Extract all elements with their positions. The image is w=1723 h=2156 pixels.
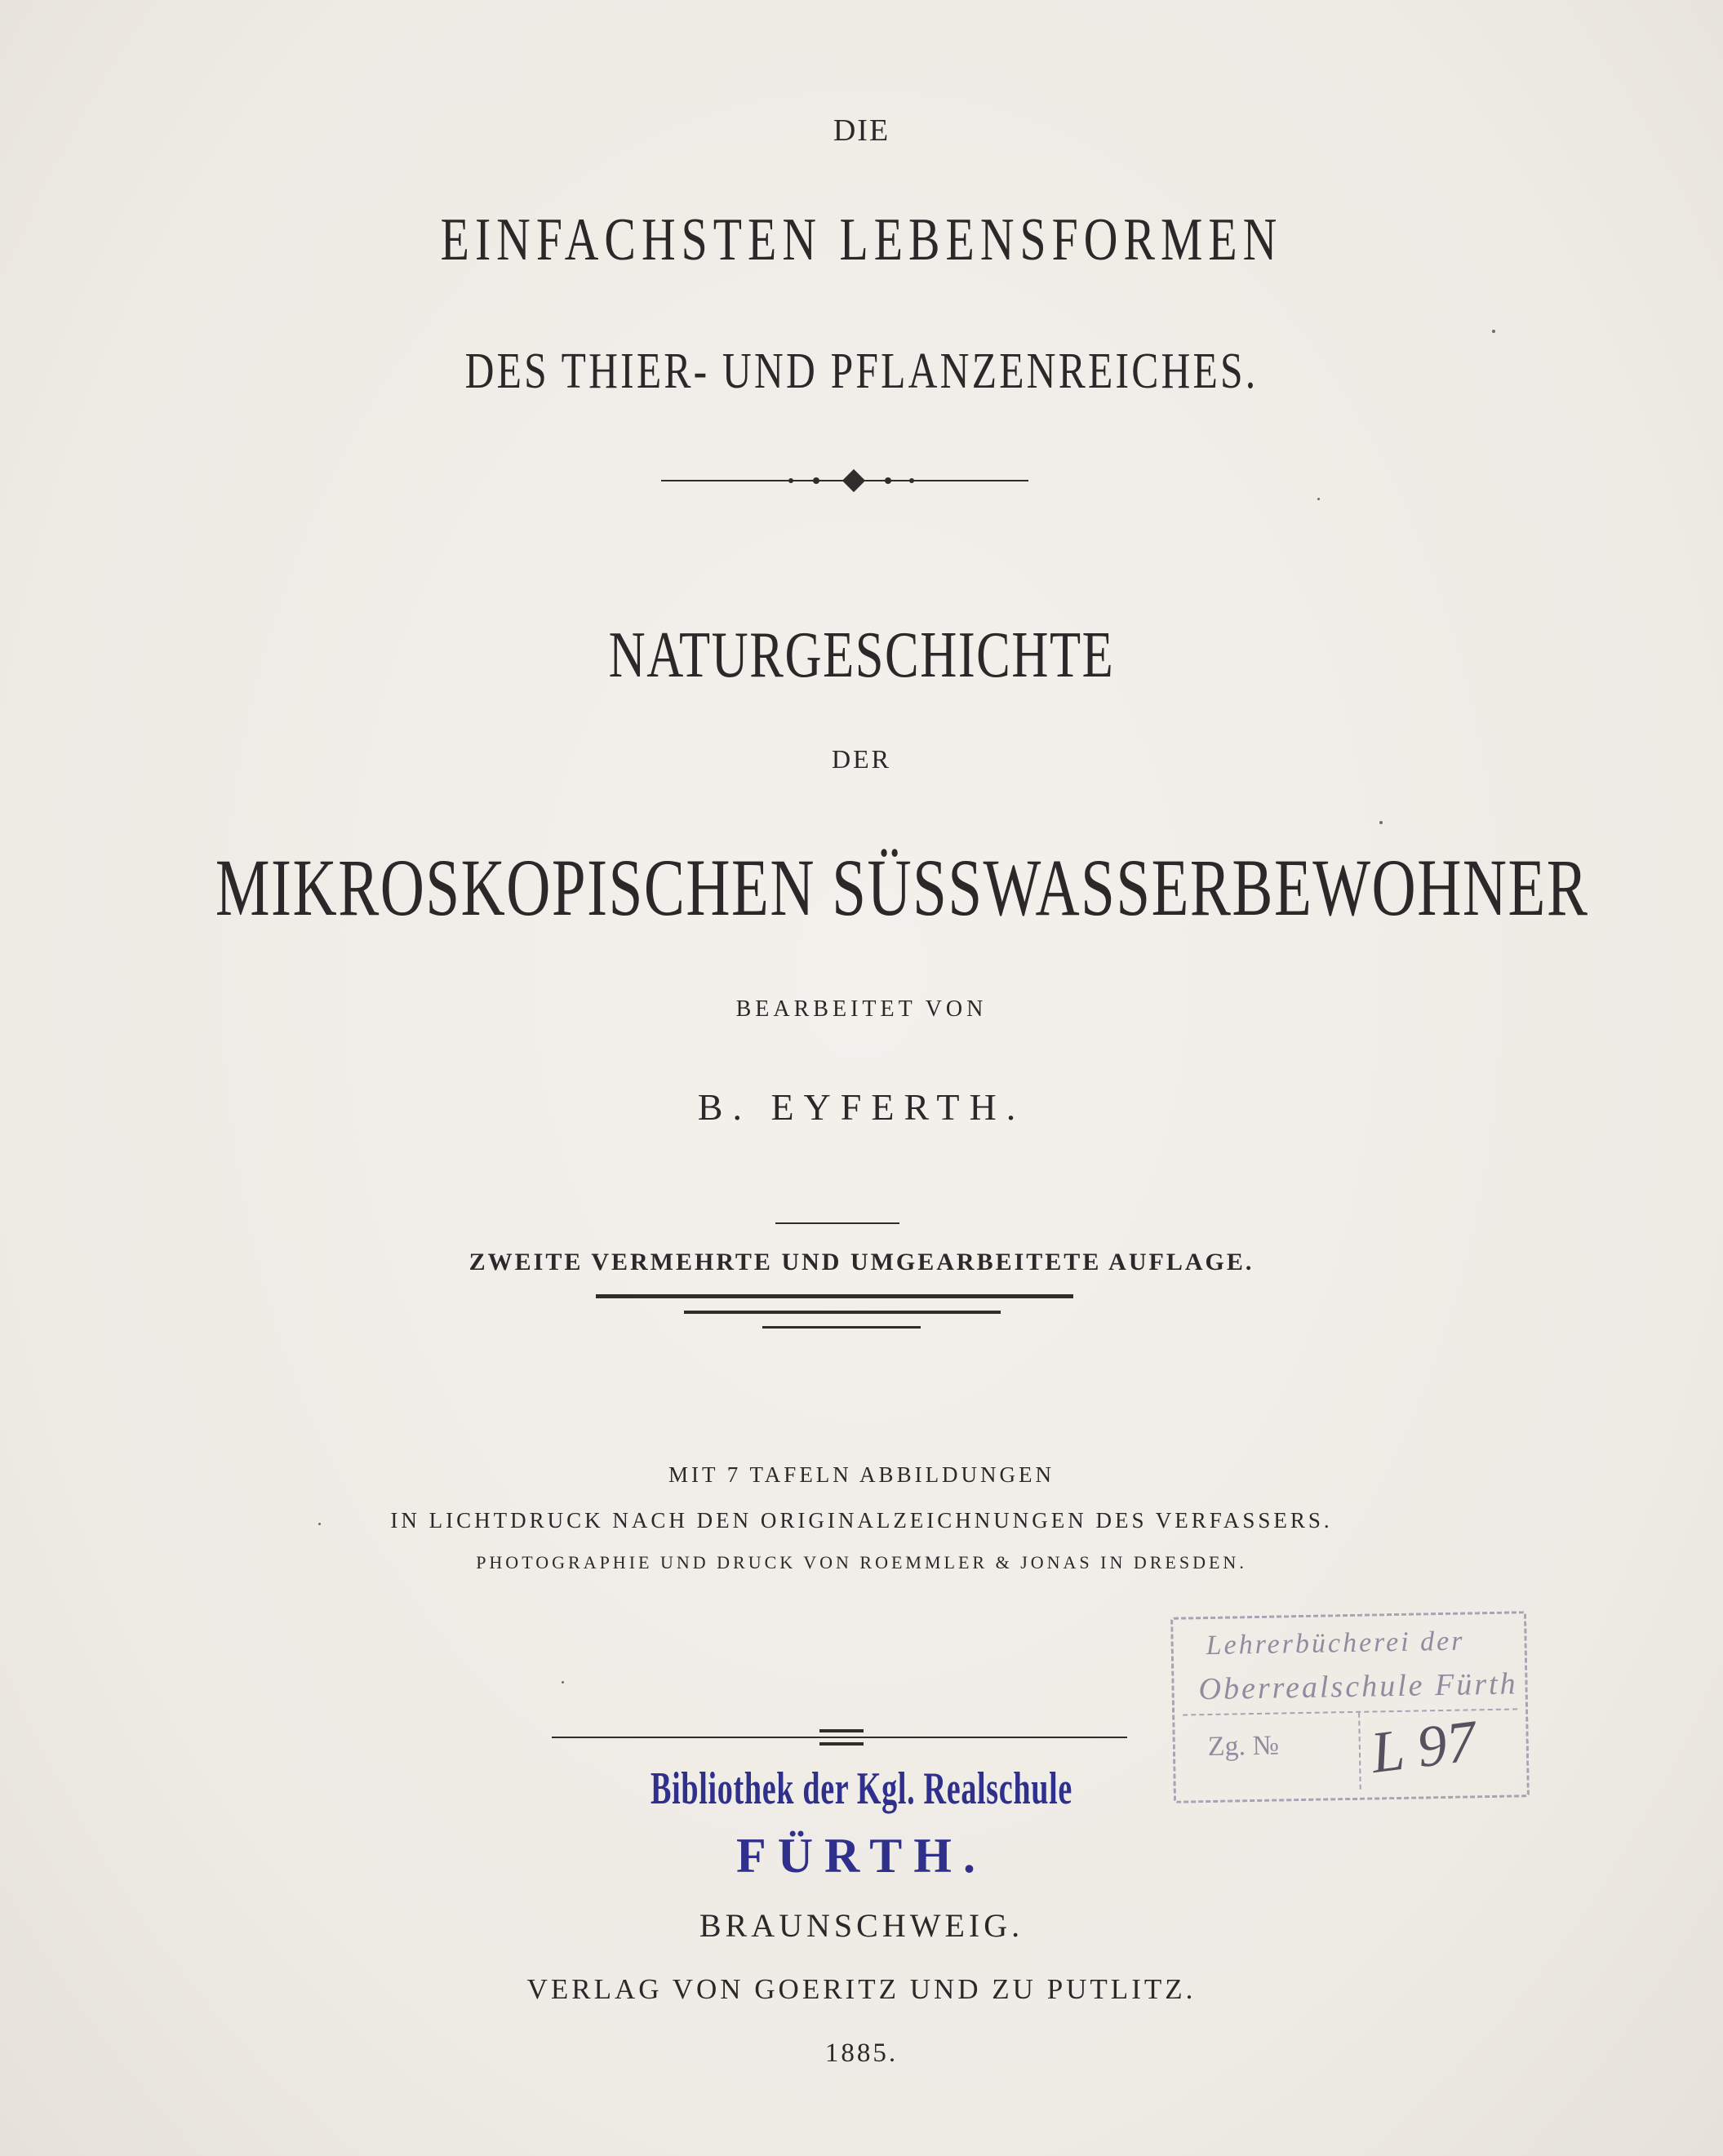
- main-title-line-1: EINFACHSTEN LEBENSFORMEN: [440, 206, 1283, 273]
- box-stamp-line-2: Oberrealschule Fürth: [1198, 1666, 1518, 1707]
- paper-speck: [562, 1681, 564, 1684]
- box-stamp-line-1: Lehrerbücherei der: [1206, 1626, 1465, 1661]
- plates-line-1: MIT 7 TAFELN ABBILDUNGEN: [668, 1462, 1055, 1487]
- box-stamp-vertical-divider: [1358, 1713, 1361, 1790]
- short-rule: [775, 1222, 899, 1224]
- library-stamp-line-1: Bibliothek der Kgl. Realschule: [651, 1763, 1072, 1814]
- library-stamp-line-2: FÜRTH.: [736, 1829, 987, 1883]
- school-library-stamp: [1170, 1611, 1530, 1803]
- main-title-line-2: DES THIER- UND PFLANZENREICHES.: [464, 344, 1259, 399]
- imprint-year: 1885.: [824, 2038, 899, 2068]
- imprint-city: BRAUNSCHWEIG.: [699, 1907, 1024, 1944]
- author-name: B. EYFERTH.: [697, 1086, 1026, 1128]
- box-stamp-shelf-label: Zg. №: [1207, 1730, 1280, 1763]
- subtitle-main: NATURGESCHICHTE: [608, 619, 1115, 691]
- plates-line-2: IN LICHTDRUCK NACH DEN ORIGINALZEICHNUNGEN DES VERFASSERS.: [390, 1508, 1333, 1533]
- edition-statement: ZWEITE VERMEHRTE UND UMGEARBEITETE AUFLAGE.: [468, 1249, 1255, 1275]
- title-article: DIE: [833, 113, 890, 148]
- subtitle-article: DER: [832, 744, 891, 774]
- subtitle-line-2: MIKROSKOPISCHEN SÜSSWASSERBEWOHNER: [215, 842, 1589, 933]
- edited-by-label: BEARBEITET VON: [735, 996, 988, 1022]
- imprint-publisher: VERLAG VON GOERITZ UND ZU PUTLITZ.: [526, 1973, 1197, 2005]
- paper-speck: [318, 1523, 321, 1525]
- paper-speck: [1379, 821, 1383, 824]
- paper-speck: [1492, 330, 1495, 333]
- paper-speck: [1317, 498, 1320, 500]
- box-stamp-handwritten-number: L 97: [1367, 1707, 1480, 1786]
- plates-line-3: PHOTOGRAPHIE UND DRUCK VON ROEMMLER & JONAS IN DRESDEN.: [476, 1552, 1247, 1573]
